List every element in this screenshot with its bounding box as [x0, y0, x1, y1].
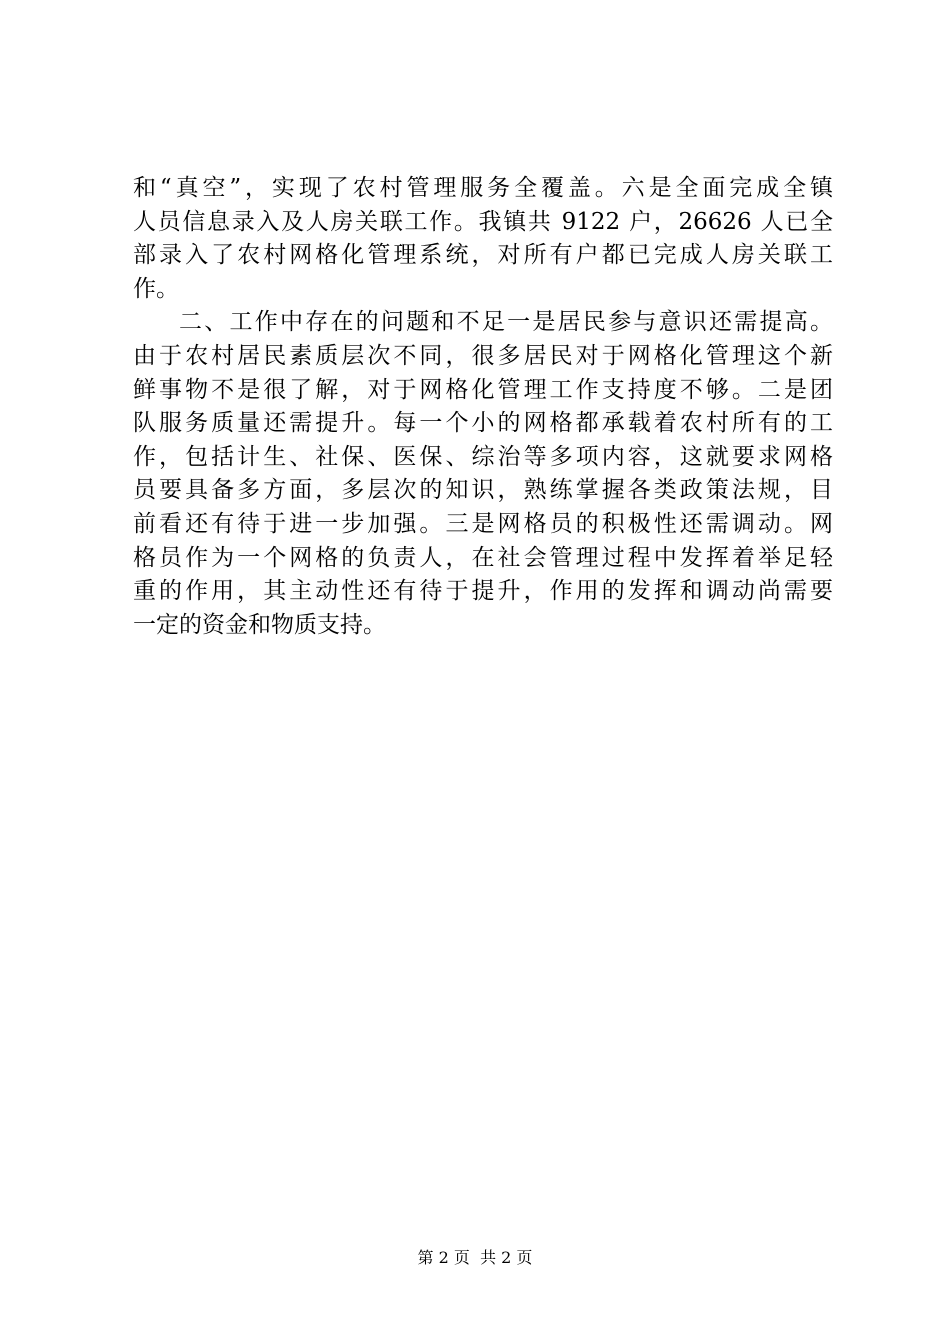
- text-line: 二、工作中存在的问题和不足一是居民参与意识还需提高。: [179, 309, 833, 336]
- text-line: 员要具备多方面，多层次的知识，熟练掌握各类政策法规，目: [133, 477, 833, 504]
- text-line: 前看还有待于进一步加强。三是网格员的积极性还需调动。网: [133, 510, 833, 537]
- text-line: 一定的资金和物质支持。: [133, 611, 386, 638]
- text-line: 作。: [133, 275, 179, 302]
- text-line: 重的作用，其主动性还有待于提升，作用的发挥和调动尚需要: [133, 578, 833, 605]
- text-line: 鲜事物不是很了解，对于网格化管理工作支持度不够。二是团: [133, 376, 833, 403]
- text-line: 人员信息录入及人房关联工作。我镇共 9122 户，26626 人已全: [133, 208, 833, 235]
- text-line: 部录入了农村网格化管理系统，对所有户都已完成人房关联工: [133, 242, 833, 269]
- text-line: 队服务质量还需提升。每一个小的网格都承载着农村所有的工: [133, 410, 833, 437]
- document-body: [133, 172, 833, 642]
- text-line: 由于农村居民素质层次不同，很多居民对于网格化管理这个新: [133, 342, 833, 369]
- text-line: 作，包括计生、社保、医保、综治等多项内容，这就要求网格: [133, 443, 833, 470]
- text-line: 和“真空”，实现了农村管理服务全覆盖。六是全面完成全镇: [133, 175, 833, 201]
- text-line: 格员作为一个网格的负责人，在社会管理过程中发挥着举足轻: [133, 544, 833, 571]
- page-footer: 第 2 页 共 2 页: [417, 1248, 533, 1267]
